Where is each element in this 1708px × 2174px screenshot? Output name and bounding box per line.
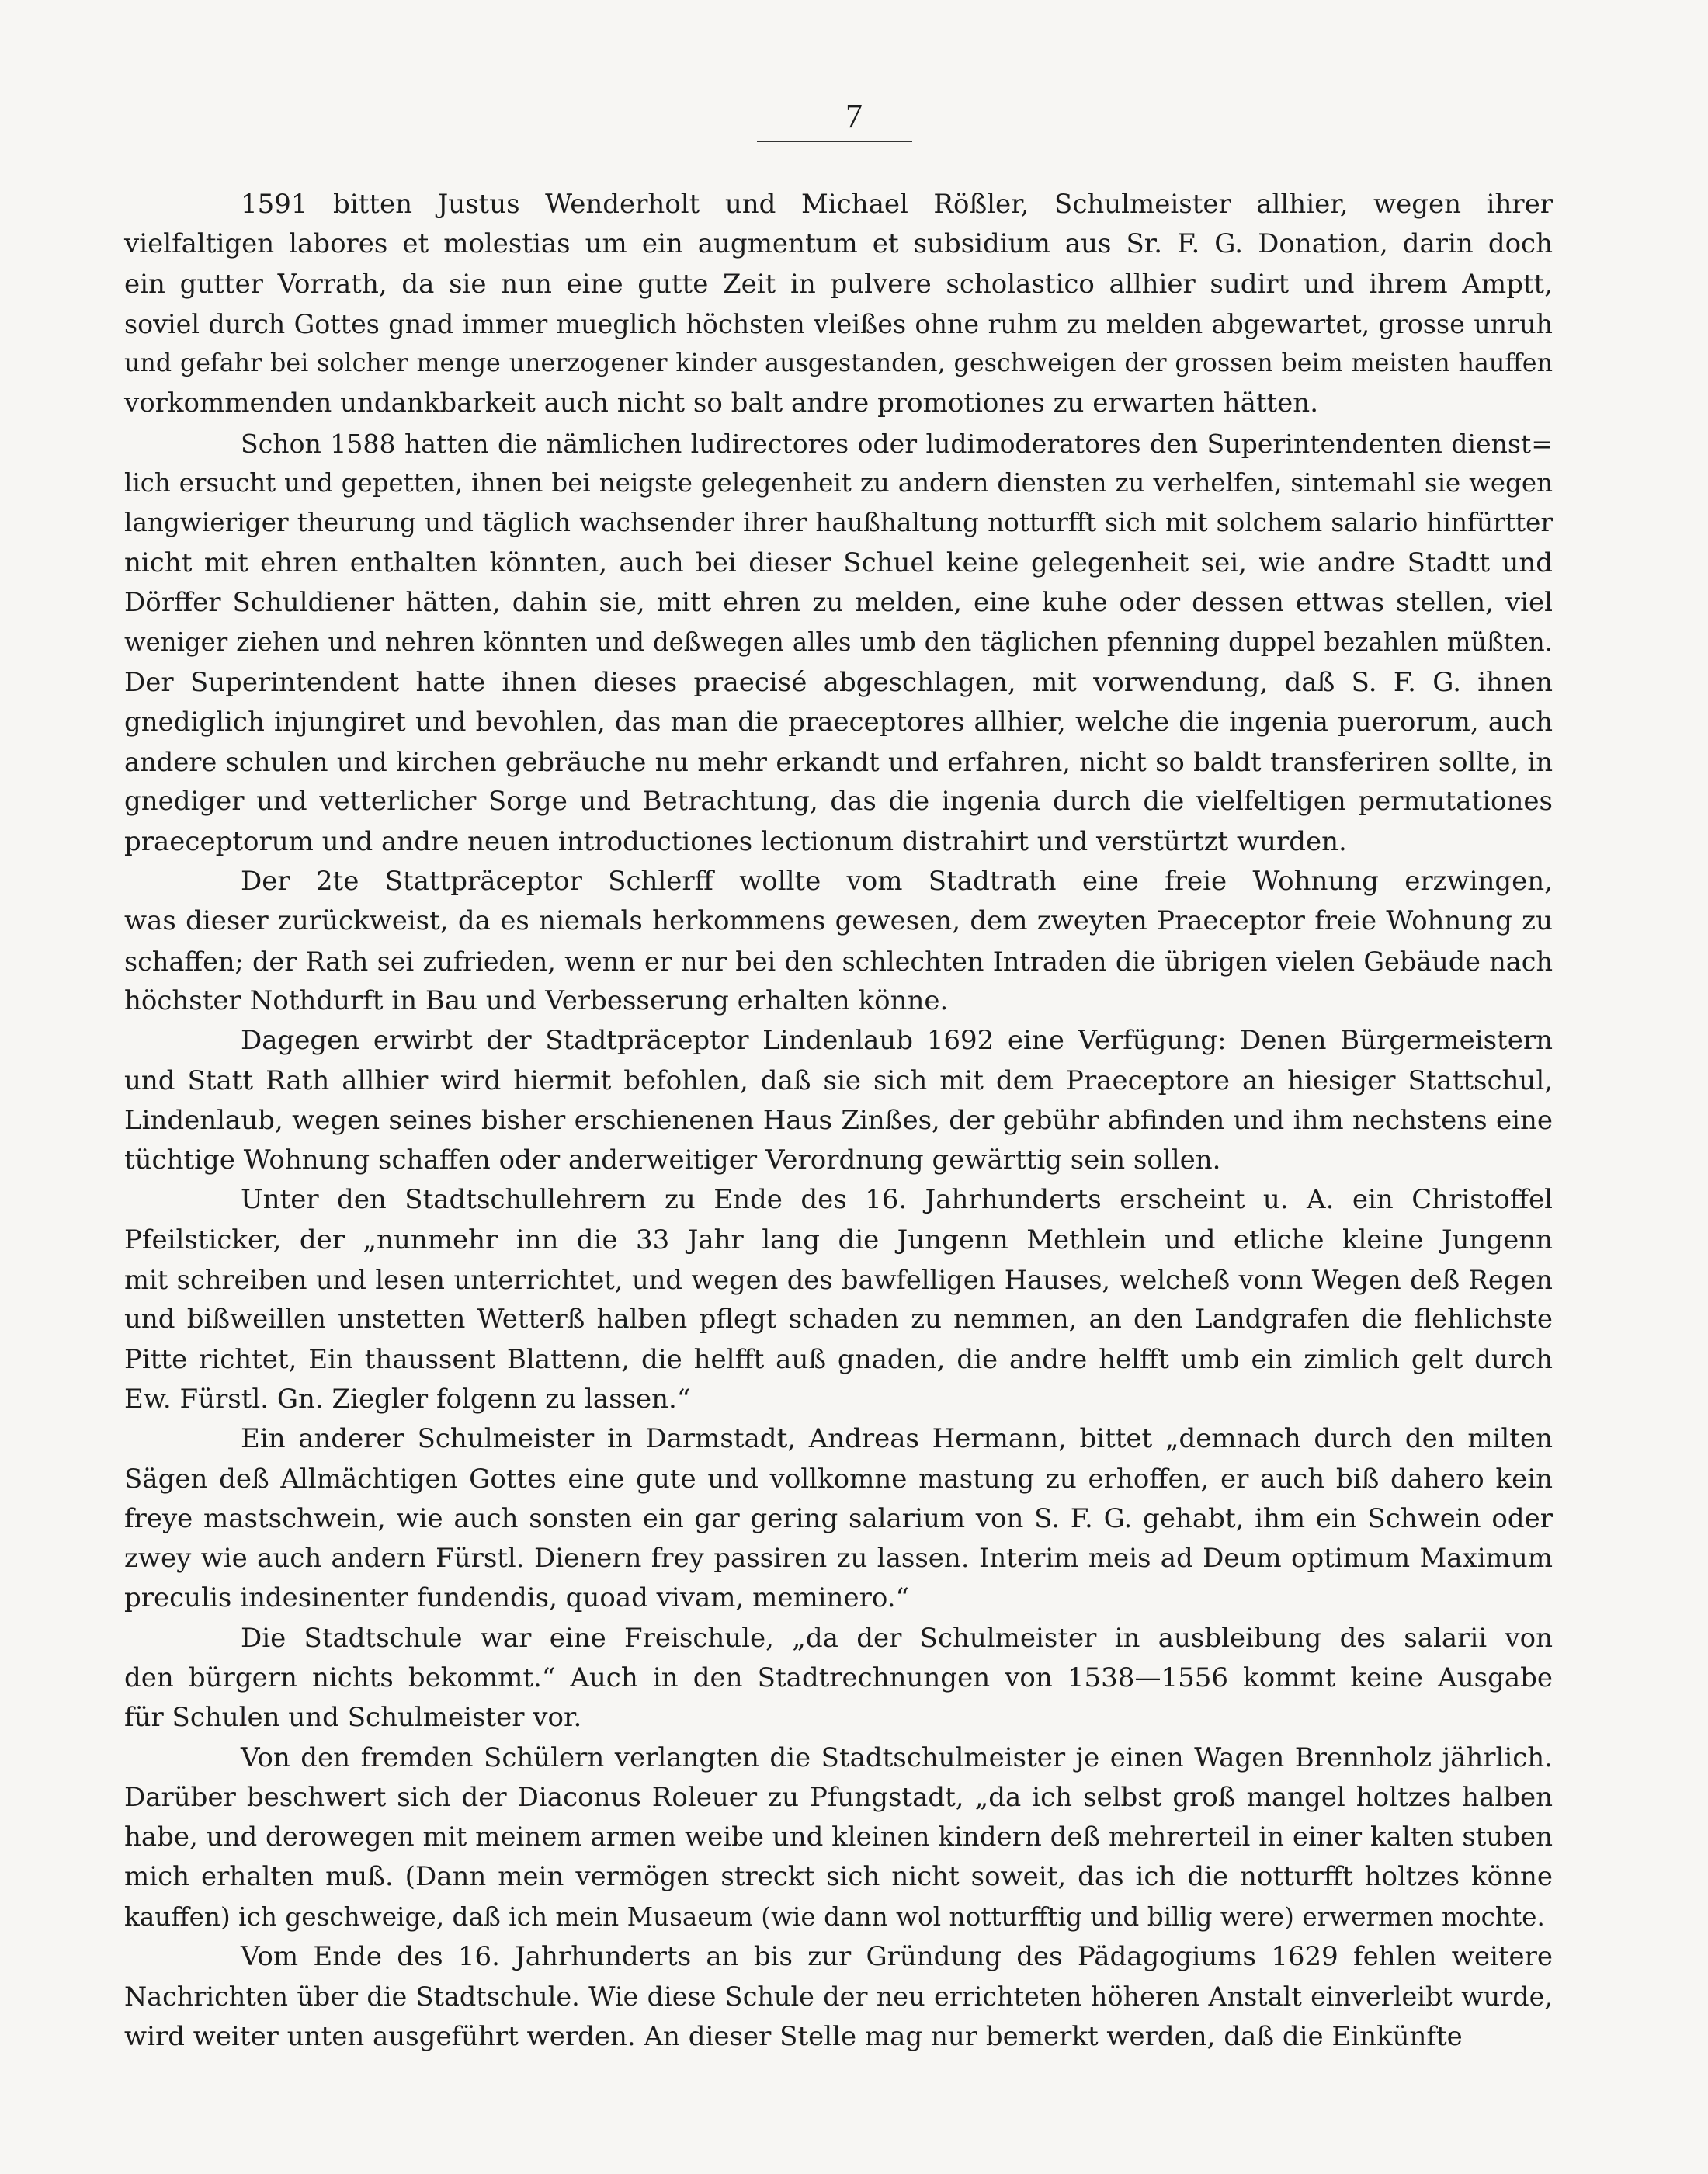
text-line: Darüber beschwert sich der Diaconus Roleuer zu Pfungstadt, „da ich selbst groß mangel holtzes halben (124, 1781, 1553, 1813)
text-line: Nachrichten über die Stadtschule. Wie diese Schule der neu errichteten höheren Anstalt einverleibt wurde, (124, 1981, 1553, 2013)
text-line: Unter den Stadtschullehrern zu Ende des 16. Jahrhunderts erscheint u. A. ein Christoffel (241, 1184, 1553, 1216)
text-line: und Statt Rath allhier wird hiermit befohlen, daß sie sich mit dem Praeceptore an hiesiger Stattschul, (124, 1064, 1553, 1096)
text-line: Pitte richtet, Ein thaussent Blattenn, die helfft auß gnaden, die andre helfft umb ein zimlich gelt durch (124, 1343, 1553, 1375)
paragraph (124, 1419, 1553, 1618)
paragraph (124, 862, 1553, 1021)
text-line: nicht mit ehren enthalten könnten, auch bei dieser Schuel keine gelegenheit sei, wie andre Stadtt und (124, 547, 1553, 578)
text-line: Von den fremden Schülern verlangten die Stadtschulmeister je einen Wagen Brennholz jährlich. (241, 1742, 1553, 1773)
text-line: vielfaltigen labores et molestias um ein augmentum et subsidium aus Sr. F. G. Donation, darin doch (124, 228, 1553, 260)
text-line: gnediglich injungiret und bevohlen, das man die praeceptores allhier, welche die ingenia puerorum, auch (124, 706, 1553, 738)
text-line: schaffen; der Rath sei zufrieden, wenn er nur bei den schlechten Intraden die übrigen vielen Gebäude nach (124, 946, 1553, 977)
text-line: Der Superintendent hatte ihnen dieses praecisé abgeschlagen, mit vorwendung, daß S. F. G. ihnen (124, 666, 1553, 698)
text-line: wird weiter unten ausgeführt werden. An dieser Stelle mag nur bemerkt werden, daß die Einkünfte (124, 2020, 1463, 2052)
text-line: mich erhalten muß. (Dann mein vermögen streckt sich nicht soweit, das ich die notturfft holtzes könne (124, 1861, 1553, 1893)
text-line: freye mastschwein, wie auch sonsten ein gar gering salarium von S. F. G. gehabt, ihm ein Schwein oder (124, 1502, 1553, 1534)
text-line: Ein anderer Schulmeister in Darmstadt, Andreas Hermann, bittet „demnach durch den milten (241, 1423, 1553, 1455)
text-line: langwieriger theurung und täglich wachsender ihrer haußhaltung notturfft sich mit solchem salario hinfürtter (124, 508, 1553, 538)
paragraph (124, 1738, 1553, 1937)
text-line: 1591 bitten Justus Wenderholt und Michael Rößler, Schulmeister allhier, wegen ihrer (241, 189, 1553, 220)
text-line: Die Stadtschule war eine Freischule, „da der Schulmeister in ausbleibung des salarii von (241, 1622, 1553, 1654)
text-line: Ew. Fürstl. Gn. Ziegler folgenn zu lassen.“ (124, 1383, 691, 1415)
paragraph (124, 1619, 1553, 1738)
text-line: vorkommenden undankbarkeit auch nicht so balt andre promotiones zu erwarten hätten. (124, 387, 1319, 419)
text-line: kauffen) ich geschweige, daß ich mein Musaeum (wie dann wol notturfftig und billig were) erwermen mochte. (124, 1901, 1545, 1932)
text-line: mit schreiben und lesen unterrichtet, und wegen des bawfelligen Hauses, welcheß vonn Wegen deß Regen (124, 1265, 1553, 1296)
text-line: was dieser zurückweist, da es niemals herkommens gewesen, dem zweyten Praeceptor freie Wohnung zu (124, 905, 1553, 937)
text-line: andere schulen und kirchen gebräuche nu mehr erkandt und erfahren, nicht so baldt transferiren sollte, in (124, 747, 1553, 778)
page-number: 7 (845, 97, 863, 135)
text-line: und gefahr bei solcher menge unerzogener kinder ausgestanden, geschweigen der grossen beim meisten hauffen (124, 349, 1553, 378)
page-number-rule (757, 141, 912, 142)
text-line: Vom Ende des 16. Jahrhunderts an bis zur Gründung des Pädagogiums 1629 fehlen weitere (241, 1941, 1553, 1973)
text-line: tüchtige Wohnung schaffen oder anderweitiger Verordnung gewärttig sein sollen. (124, 1144, 1221, 1176)
text-line: Pfeilsticker, der „nunmehr inn die 33 Jahr lang die Jungenn Methlein und etliche kleine Jungenn (124, 1224, 1553, 1255)
text-line: Sägen deß Allmächtigen Gottes eine gute und vollkomne mastung zu erhoffen, er auch biß dahero kein (124, 1463, 1553, 1495)
paragraph (124, 185, 1553, 424)
text-line: gnediger und vetterlicher Sorge und Betrachtung, das die ingenia durch die vielfeltigen permutationes (124, 786, 1553, 818)
paragraph (124, 424, 1553, 862)
text-line: zwey wie auch andern Fürstl. Dienern frey passiren zu lassen. Interim meis ad Deum optimum Maximum (124, 1543, 1553, 1575)
text-line: Dagegen erwirbt der Stadtpräceptor Lindenlaub 1692 eine Verfügung: Denen Bürgermeistern (241, 1025, 1553, 1057)
text-line: für Schulen und Schulmeister vor. (124, 1702, 582, 1734)
paragraph (124, 1021, 1553, 1180)
body-text (124, 185, 1553, 2057)
paragraph (124, 1937, 1553, 2057)
text-line: den bürgern nichts bekommt.“ Auch in den Stadtrechnungen von 1538—1556 kommt keine Ausgabe (124, 1662, 1553, 1693)
text-line: ein gutter Vorrath, da sie nun eine gutte Zeit in pulvere scholastico allhier sudirt und ihrem Amptt, (124, 268, 1553, 300)
text-line: soviel durch Gottes gnad immer mueglich höchsten vleißes ohne ruhm zu melden abgewartet, grosse unruh (124, 308, 1553, 339)
text-line: preculis indesinenter fundendis, quoad vivam, meminero.“ (124, 1582, 909, 1614)
text-line: habe, und derowegen mit meinem armen weibe und kleinen kindern deß mehrerteil in einer kalten stuben (124, 1822, 1553, 1853)
text-line: lich ersucht und gepetten, ihnen bei neigste gelegenheit zu andern diensten zu verhelfen, sintemahl sie wegen (124, 468, 1553, 498)
text-line: weniger ziehen und nehren könnten und deßwegen alles umb den täglichen pfenning duppel bezahlen müßten. (124, 627, 1553, 658)
text-line: und bißweillen unstetten Wetterß halben pflegt schaden zu nemmen, an den Landgrafen die flehlichste (124, 1304, 1553, 1335)
text-line: Schon 1588 hatten die nämlichen ludirectores oder ludimoderatores den Superintendenten dienst= (241, 428, 1553, 459)
text-line: Dörffer Schuldiener hätten, dahin sie, mitt ehren zu melden, eine kuhe oder dessen ettwas stellen, viel (124, 586, 1553, 618)
text-line: höchster Nothdurft in Bau und Verbesserung erhalten könne. (124, 985, 949, 1016)
text-line: Lindenlaub, wegen seines bisher erschienenen Haus Zinßes, der gebühr abfinden und ihm nechstens eine (124, 1104, 1553, 1136)
paragraph (124, 1180, 1553, 1419)
text-line: Der 2te Stattpräceptor Schlerff wollte vom Stadtrath eine freie Wohnung erzwingen, (241, 866, 1553, 898)
text-line: praeceptorum und andre neuen introductiones lectionum distrahirt und verstürtzt wurden. (124, 825, 1347, 857)
